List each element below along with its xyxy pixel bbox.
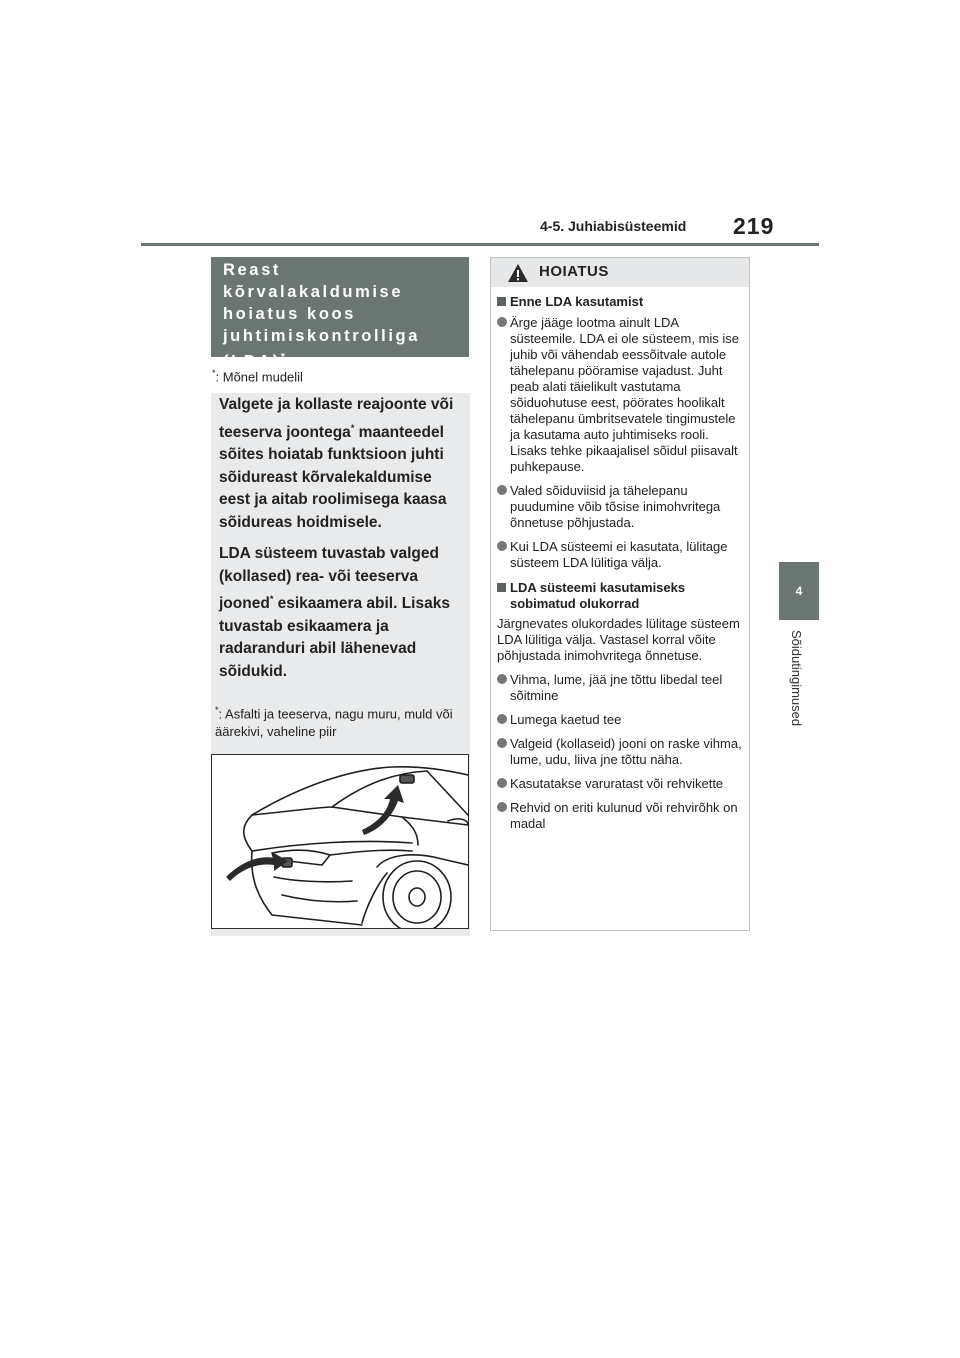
car-drawing <box>212 755 468 928</box>
warning-bullet <box>497 315 745 475</box>
warning-header <box>491 258 749 287</box>
warning-paragraph: Järgnevates olukordades lülitage süsteem LDA lülitiga välja. Vastasel korral võite põhjustada inimohvritega õnnetuse. <box>497 616 740 663</box>
info-p1-part-a: Valgete ja kollaste reajoonte või teeserva joontega <box>219 396 454 441</box>
bullet-text: Ärge jääge lootma ainult LDA süsteemile. LDA ei ole süsteem, mis ise juhib või vähendab eessõitvale autole tähelepanu pööramise vajadust. Juht peab alati täielikult vastutama sõiduohutuse eest, pöörates hoolikalt tähelepanu ümbritsevatele tingimustele ja kasutama auto juhtimiseks rooli. Lisaks tehke pikaajalisel sõidul piisavalt puhkepause. <box>510 315 740 474</box>
info-footnote-text: : Asfalti ja teeserva, nagu muru, muld või äärekivi, vaheline piir <box>215 706 453 740</box>
bullet-text: Rehvid on eriti kulunud või rehvirõhk on madal <box>510 800 738 831</box>
bullet-dot-icon <box>497 317 507 327</box>
square-bullet-icon <box>497 583 506 592</box>
model-footnote <box>212 368 303 384</box>
warning-bullet <box>497 736 745 768</box>
bullet-dot-icon <box>497 674 507 684</box>
section-heading <box>211 257 469 371</box>
info-paragraph-1 <box>219 394 464 534</box>
info-paragraph-2 <box>219 543 464 683</box>
subheading-text: Enne LDA kasutamist <box>510 294 644 309</box>
info-p1-marker: * <box>350 422 355 433</box>
footnote-text: : Mõnel mudelil <box>215 369 303 385</box>
info-footnote <box>215 701 465 741</box>
subheading-text: LDA süsteemi kasutamiseks sobimatud olukorrad <box>510 580 686 611</box>
bullet-dot-icon <box>497 802 507 812</box>
bullet-dot-icon <box>497 778 507 788</box>
bullet-dot-icon <box>497 738 507 748</box>
car-camera-illustration <box>211 754 469 929</box>
header-divider <box>141 243 819 246</box>
info-p2-part-b: esikaamera abil. Lisaks tuvastab esikaamera ja radaranduri abil lähenevad sõidukid. <box>219 595 450 680</box>
bullet-text: Vihma, lume, jää jne tõttu libedal teel sõitmine <box>510 672 723 703</box>
bullet-text: Valed sõiduviisid ja tähelepanu puudumine võib tõsise inimohvritega õnnetuse põhjustada. <box>510 483 721 530</box>
info-p1-part-b: maanteedel sõites hoiatab funktsioon juhti sõidureast kõrvalekaldumise eest ja aitab roolimisega kaasa sõidureas hoidmisele. <box>219 423 447 531</box>
info-text <box>219 393 464 692</box>
heading-line: juhtimiskontrolliga <box>223 327 420 345</box>
bullet-dot-icon <box>497 714 507 724</box>
warning-bullet <box>497 800 745 832</box>
warning-bullet <box>497 539 745 571</box>
warning-subheading <box>497 294 745 310</box>
bullet-dot-icon <box>497 485 507 495</box>
warning-bullet <box>497 712 745 728</box>
warning-bullet <box>497 672 745 704</box>
warning-title: HOIATUS <box>539 263 609 280</box>
heading-lda: (LDA) <box>223 352 281 371</box>
warning-content <box>497 290 745 832</box>
bullet-text: Lumega kaetud tee <box>510 712 622 727</box>
chapter-tab: 4 <box>779 562 819 620</box>
footnote-marker: * <box>212 368 216 378</box>
bullet-dot-icon <box>497 541 507 551</box>
heading-line: hoiatus koos <box>223 305 356 323</box>
info-p2-marker: * <box>269 594 274 605</box>
chapter-title: Sõidutingimused <box>789 630 804 727</box>
warning-triangle-icon <box>507 263 529 283</box>
section-header: 4-5. Juhiabisüsteemid <box>540 218 687 234</box>
bullet-text: Valgeid (kollaseid) jooni on raske vihma, lume, udu, liiva jne tõttu näha. <box>510 736 742 767</box>
chapter-title-vertical <box>786 630 806 770</box>
warning-bullet <box>497 483 745 531</box>
page-number: 219 <box>733 213 775 239</box>
bullet-text: Kui LDA süsteemi ei kasutata, lülitage süsteem LDA lülitiga välja. <box>510 539 728 570</box>
warning-bullet <box>497 776 745 792</box>
heading-line: Reast kõrvalakaldumise <box>223 261 404 301</box>
warning-subheading <box>497 580 745 612</box>
heading-footnote-marker: * <box>280 352 285 363</box>
bullet-text: Kasutatakse varuratast või rehvikette <box>510 776 724 791</box>
info-footnote-marker: * <box>215 705 219 715</box>
info-p2-part-a: LDA süsteem tuvastab valged (kollased) rea- või teeserva jooned <box>219 545 439 613</box>
square-bullet-icon <box>497 297 506 306</box>
